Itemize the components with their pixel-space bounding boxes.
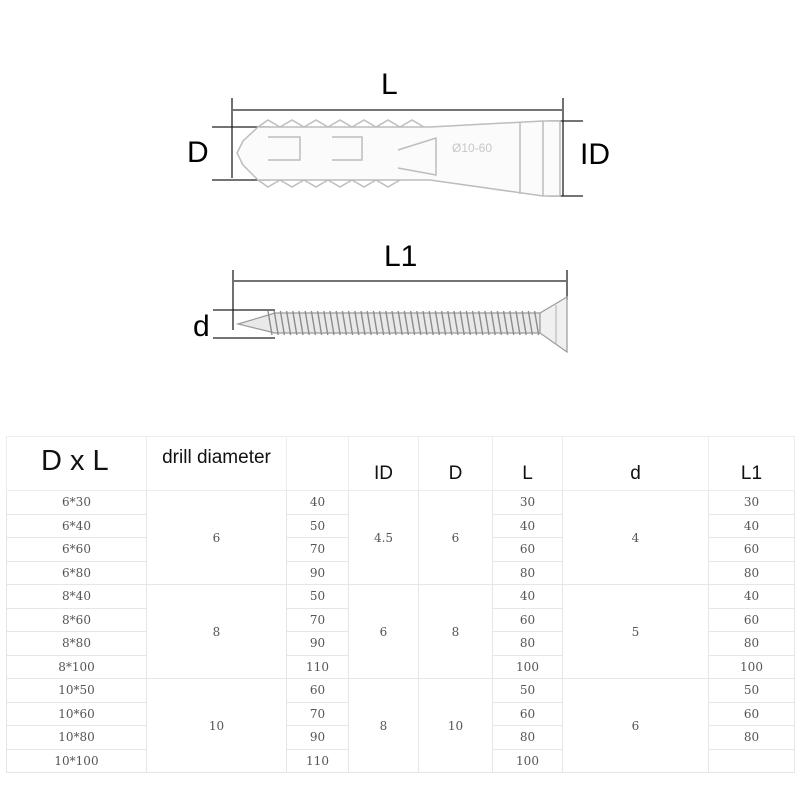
- cell-l: 60: [493, 702, 563, 726]
- cell-id: 8: [349, 679, 419, 773]
- label-id: ID: [580, 138, 610, 171]
- header-id: ID: [349, 437, 419, 491]
- cell-depth: 60: [287, 679, 349, 703]
- cell-depth: 70: [287, 538, 349, 562]
- header-blank: [287, 437, 349, 491]
- cell-l1: 80: [709, 726, 795, 750]
- cell-depth: 40: [287, 491, 349, 515]
- header-d: D: [419, 437, 493, 491]
- cell-l: 40: [493, 585, 563, 609]
- cell-l: 30: [493, 491, 563, 515]
- cell-small-d: 4: [563, 491, 709, 585]
- cell-l: 100: [493, 655, 563, 679]
- cell-l1: 60: [709, 702, 795, 726]
- label-l: L: [381, 68, 398, 101]
- cell-id: 4.5: [349, 491, 419, 585]
- screw-drawing: [238, 297, 567, 352]
- cell-depth: 90: [287, 561, 349, 585]
- table-row: [7, 679, 795, 703]
- label-d: D: [187, 136, 209, 169]
- table-row: [7, 585, 795, 609]
- cell-l1: 80: [709, 632, 795, 656]
- cell-size: 8*80: [7, 632, 147, 656]
- cell-l1: 50: [709, 679, 795, 703]
- cell-l: 60: [493, 608, 563, 632]
- cell-depth: 70: [287, 702, 349, 726]
- spec-table-container: [6, 436, 794, 774]
- cell-size: 6*30: [7, 491, 147, 515]
- header-drill-diameter: drill diameter: [147, 437, 287, 491]
- header-l: L: [493, 437, 563, 491]
- header-l1: L1: [709, 437, 795, 491]
- cell-size: 6*40: [7, 514, 147, 538]
- cell-size: 8*60: [7, 608, 147, 632]
- cell-depth: 90: [287, 632, 349, 656]
- cell-l1: 40: [709, 514, 795, 538]
- cell-size: 8*100: [7, 655, 147, 679]
- wall-plug-drawing: [237, 120, 560, 196]
- cell-l1: 40: [709, 585, 795, 609]
- cell-size: 10*50: [7, 679, 147, 703]
- cell-drill-diameter: 8: [147, 585, 287, 679]
- header-small-d: d: [563, 437, 709, 491]
- cell-l: 60: [493, 538, 563, 562]
- cell-l: 80: [493, 726, 563, 750]
- cell-l: 80: [493, 561, 563, 585]
- cell-d: 8: [419, 585, 493, 679]
- table-row: [7, 491, 795, 515]
- cell-l: 40: [493, 514, 563, 538]
- cell-small-d: 6: [563, 679, 709, 773]
- cell-l: 100: [493, 749, 563, 773]
- header-size: D x L: [7, 437, 147, 491]
- cell-l1: 100: [709, 655, 795, 679]
- anchor-imprint: Ø10-60: [452, 141, 493, 155]
- cell-d: 6: [419, 491, 493, 585]
- cell-depth: 90: [287, 726, 349, 750]
- label-l1: L1: [384, 240, 418, 273]
- cell-drill-diameter: 10: [147, 679, 287, 773]
- table-header-row: [7, 437, 795, 491]
- cell-l1: 80: [709, 561, 795, 585]
- cell-depth: 70: [287, 608, 349, 632]
- cell-l1: 30: [709, 491, 795, 515]
- cell-l: 80: [493, 632, 563, 656]
- cell-depth: 50: [287, 585, 349, 609]
- cell-size: 6*60: [7, 538, 147, 562]
- cell-drill-diameter: 6: [147, 491, 287, 585]
- cell-id: 6: [349, 585, 419, 679]
- cell-depth: 50: [287, 514, 349, 538]
- cell-size: 10*100: [7, 749, 147, 773]
- cell-small-d: 5: [563, 585, 709, 679]
- cell-size: 6*80: [7, 561, 147, 585]
- cell-l1: [709, 749, 795, 773]
- cell-l1: 60: [709, 608, 795, 632]
- cell-depth: 110: [287, 655, 349, 679]
- label-small-d: d: [193, 310, 210, 343]
- cell-d: 10: [419, 679, 493, 773]
- cell-depth: 110: [287, 749, 349, 773]
- cell-size: 10*80: [7, 726, 147, 750]
- cell-size: 10*60: [7, 702, 147, 726]
- spec-table: [6, 436, 795, 773]
- cell-size: 8*40: [7, 585, 147, 609]
- cell-l1: 60: [709, 538, 795, 562]
- cell-l: 50: [493, 679, 563, 703]
